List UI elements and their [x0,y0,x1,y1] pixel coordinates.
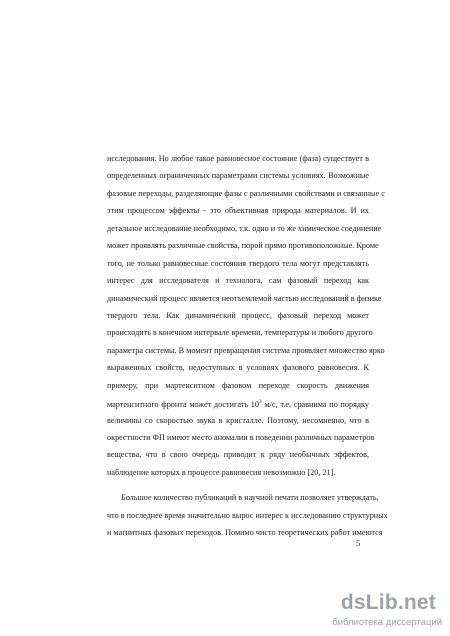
text-line-last: наблюдение которых в процессе равновесия невозможно [20, 21]. [107,467,336,477]
text-line: может проявлять различные свойства, порой прямо противоположные. Кроме [107,241,379,251]
text-line: определенных ограниченных параметрами системы условиях. Возможные [107,171,369,181]
text-line: и магнитных фазовых переходов. Помимо чисто теоретических работ имеются [107,528,383,538]
text-line: примеру, при мартенситном фазовом переходе скорость движения [107,380,369,390]
text-fragment: м/с, т.е. сравнима по порядку [261,400,369,410]
page-number: 5 [356,538,361,548]
text-line: происходить в конечном интервале времени, температуры и любого другого [107,328,373,338]
text-line: параметра системы. В момент превращения система проявляет множество ярко [107,345,385,355]
text-line: Большое количество публикаций в научной печати позволяет утверждать, [121,493,379,503]
text-line: окрестности ФП имеют место аномалии в поведении различных параметров [107,433,375,442]
text-line: выраженных свойств, недоступных в условиях фазового равновесия. К [107,363,369,373]
watermark-tagline: библиотека диссертаций [332,617,442,628]
text-line: величины со скоростью звука в кристалле. Поэтому, несомненно, что в [107,415,369,425]
text-line: интерес для исследователя и технолога, сам фазовый переход как [107,276,369,286]
paragraph-gap [107,481,369,489]
body-text [107,150,388,542]
superscript-exponent: 3 [259,399,262,406]
text-line-with-superscript [107,394,369,411]
text-line: исследования. Но любое такое равновесное состояние (фаза) существует в [107,154,369,163]
text-line: фазовые переходы, разделяющие фазы с различными свойствами и связанные с [107,188,385,198]
text-line: динамический процесс является неотъемлемой частью исследований в физике [107,293,382,303]
text-line: твердого тела. Как динамический процесс, фазовый переход может [107,310,369,320]
watermark-logo: dsLib.net [340,591,436,614]
text-line: детальное исследование необходимо, т.к. одно и то же химическое соединение [107,223,382,233]
text-line: вещества, что в свою очередь приводит к ряду необычных эффектов, [107,450,369,460]
text-line: что в последнее время значительно вырос интерес к исследованию структурных [107,510,388,520]
text-fragment: мартенситного фронта может достигать 10 [107,400,259,410]
text-line: того, не только равновесные состояния твердого тела могут представлять [107,258,369,268]
watermark [332,591,448,633]
text-line: этим процессом эффекты - это объективная природа материалов. И их [107,206,369,216]
